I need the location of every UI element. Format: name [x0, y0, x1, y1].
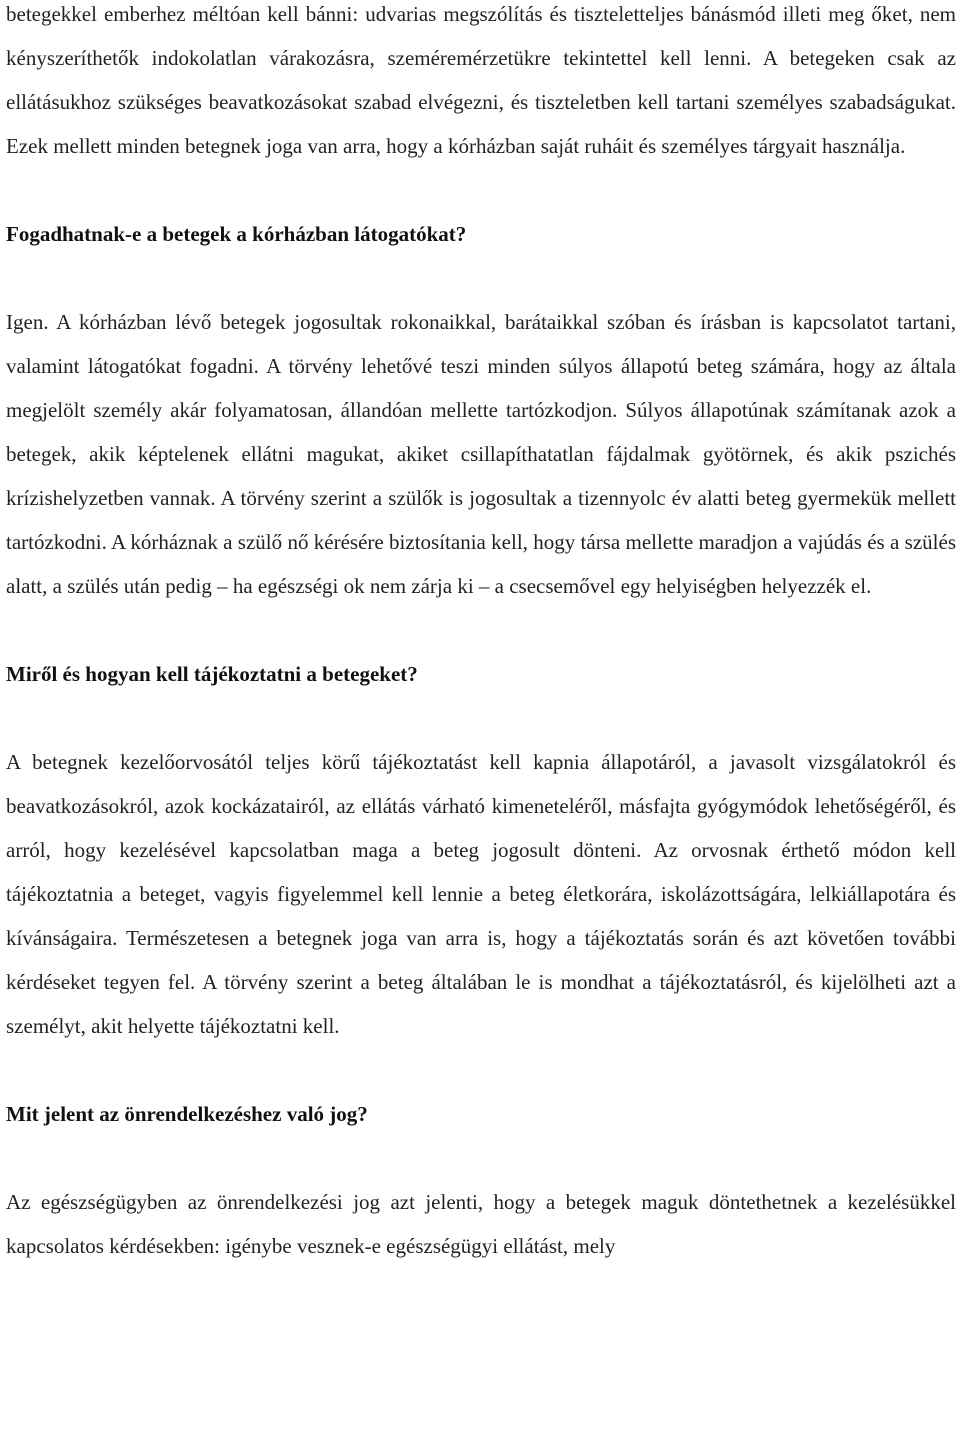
paragraph-self-determination: Az egészségügyben az önrendelkezési jog azt jelenti, hogy a betegek maguk döntethetnek a kezelésükkel kapcsolatos kérdésekben: igénybe vesznek-e egészségügyi ellátást, mely [6, 1190, 956, 1258]
heading-visitors: Fogadhatnak-e a betegek a kórházban látogatókat? [6, 222, 467, 246]
heading-information: Miről és hogyan kell tájékoztatni a betegeket? [6, 662, 418, 686]
paragraph-information: A betegnek kezelőorvosától teljes körű tájékoztatást kell kapnia állapotáról, a javasolt vizsgálatokról és beavatkozásokról, azok kockázatairól, az ellátás várható kimeneteléről, másfajta gyógymódok lehetőségéről, és arról, hogy kezelésével kapcsolatban maga a beteg jogosult dönteni. Az orvosnak érthető módon kell tájékoztatnia a beteget, vagyis figyelemmel kell lennie a beteg életkorára, iskolázottságára, lelkiállapotára és kívánságaira. Természetesen a betegnek joga van arra is, hogy a tájékoztatás során és azt követően további kérdéseket tegyen fel. A törvény szerint a beteg általában le is mondhat a tájékoztatásról, és kijelölheti azt a személyt, akit helyette tájékoztatni kell. [6, 750, 956, 1038]
paragraph-patient-dignity: betegekkel emberhez méltóan kell bánni: udvarias megszólítás és tiszteletteljes bánásmód illeti meg őket, nem kényszeríthetők indokolatlan várakozásra, szeméremérzetükre tekintettel kell lenni. A betegeken csak az ellátásukhoz szükséges beavatkozásokat szabad elvégezni, és tiszteletben kell tartani személyes szabadságukat. Ezek mellett minden betegnek joga van arra, hogy a kórházban saját ruháit és személyes tárgyait használja. [6, 2, 956, 158]
paragraph-visitors: Igen. A kórházban lévő betegek jogosultak rokonaikkal, barátaikkal szóban és írásban is kapcsolatot tartani, valamint látogatókat fogadni. A törvény lehetővé teszi minden súlyos állapotú beteg számára, hogy az általa megjelölt személy akár folyamatosan, állandóan mellette tartózkodjon. Súlyos állapotúnak számítanak azok a betegek, akik képtelenek ellátni magukat, akiket csillapíthatatlan fájdalmak gyötörnek, és akik pszichés krízishelyzetben vannak. A törvény szerint a szülők is jogosultak a tizennyolc év alatti beteg gyermekük mellett tartózkodni. A kórháznak a szülő nő kérésére biztosítania kell, hogy társa mellette maradjon a vajúdás és a szülés alatt, a szülés után pedig – ha egészségi ok nem zárja ki – a csecsemővel egy helyiségben helyezzék el. [6, 310, 956, 598]
heading-self-determination: Mit jelent az önrendelkezéshez való jog? [6, 1102, 368, 1126]
document-page [6, 0, 956, 1268]
